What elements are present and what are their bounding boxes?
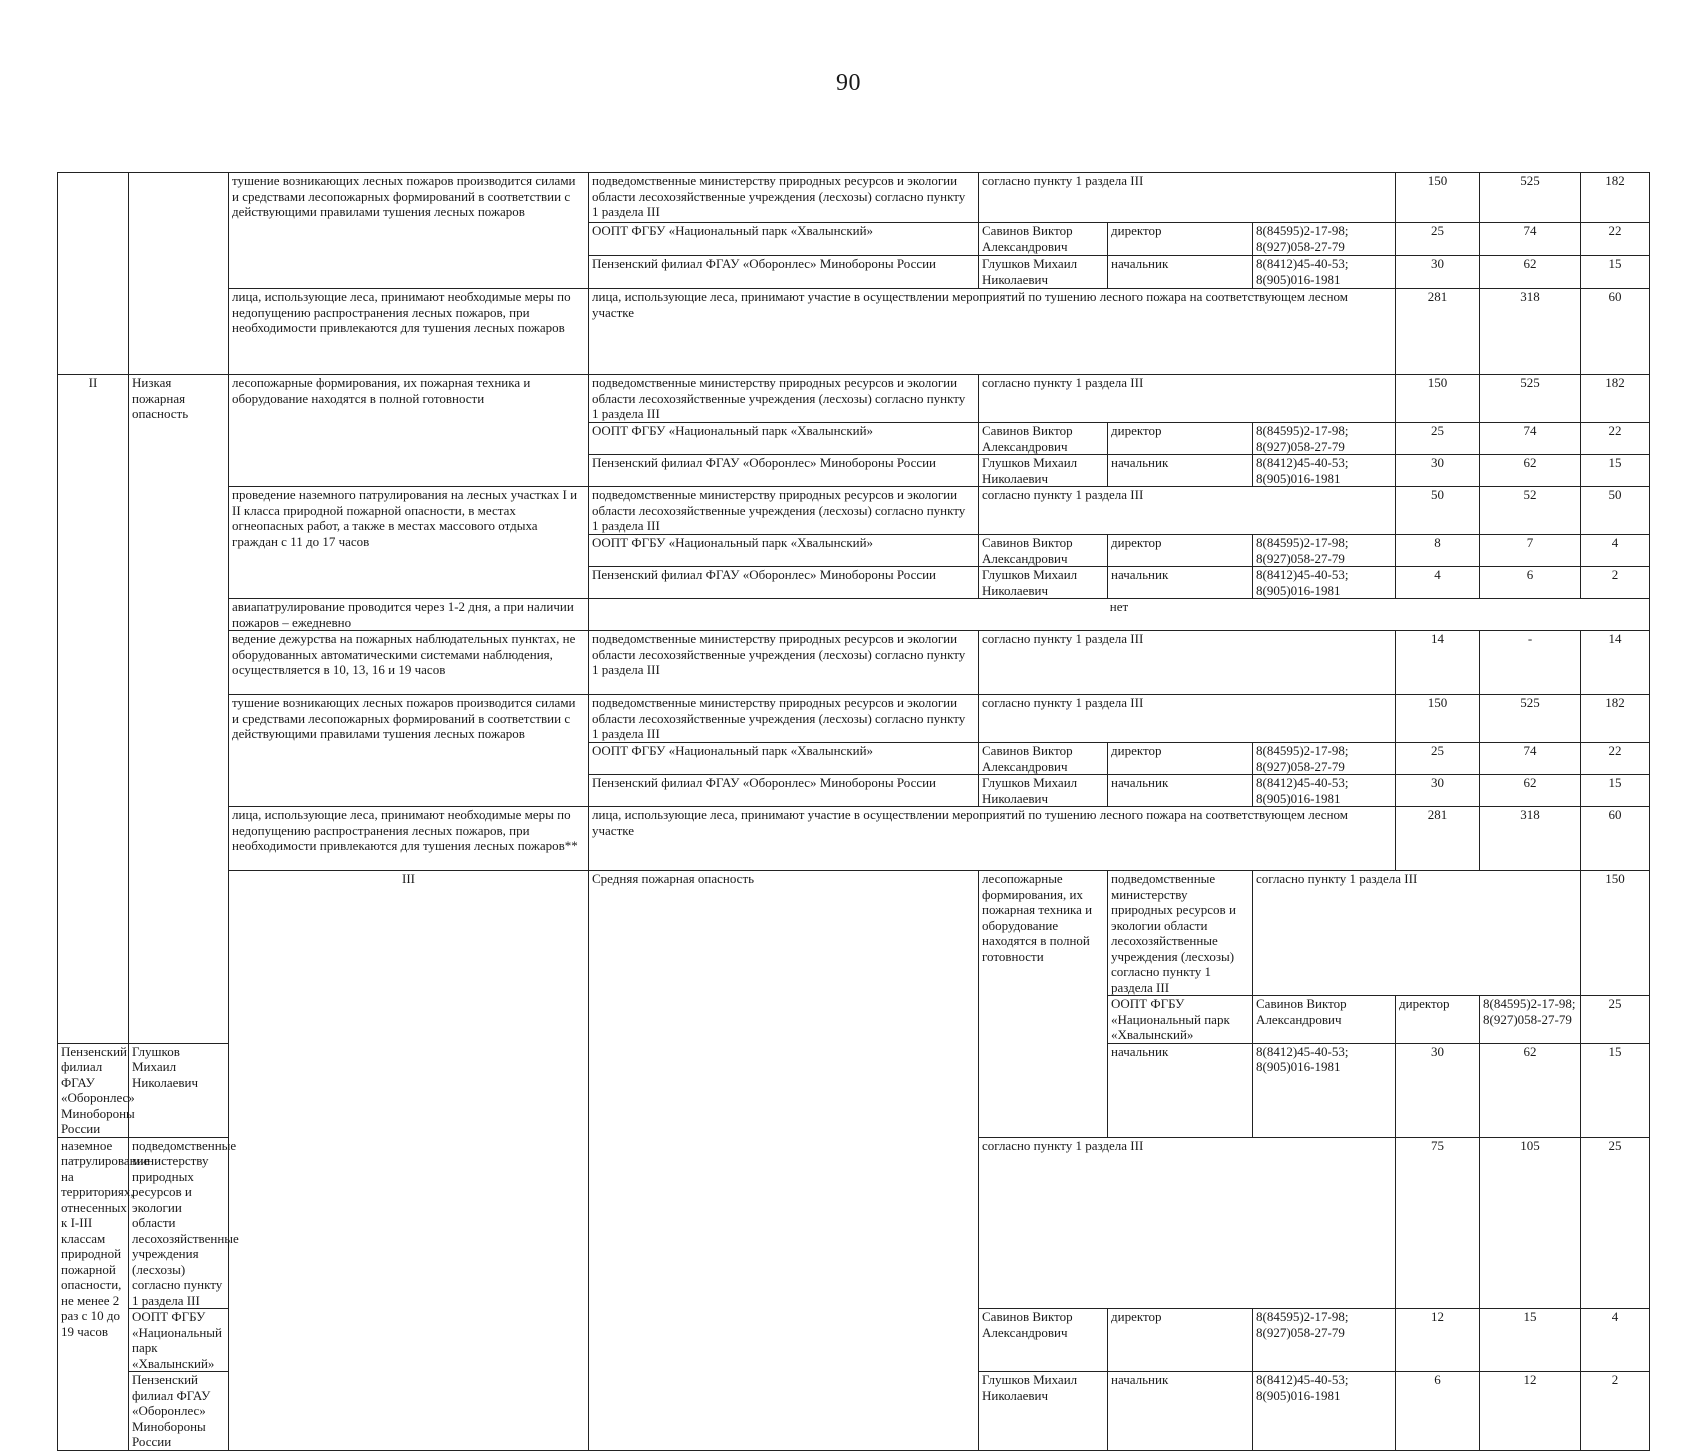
count-cell: 30 — [1396, 455, 1480, 487]
org-cell: Пензенский филиал ФГАУ «Оборонлес» Минобороны России — [589, 775, 979, 807]
count-cell: 62 — [1480, 455, 1581, 487]
count-cell: 182 — [1581, 375, 1650, 423]
count-cell: 14 — [1396, 631, 1480, 695]
contact-same-cell: согласно пункту 1 раздела III — [979, 631, 1396, 695]
count-cell: 62 — [1480, 256, 1581, 289]
position-cell: директор — [1108, 423, 1253, 455]
count-cell: 25 — [1581, 996, 1650, 1044]
phone-cell: 8(84595)2-17-98; 8(927)058-27-79 — [1253, 1309, 1396, 1372]
count-cell: 30 — [1396, 775, 1480, 807]
measure-cell: наземное патрулирование на территориях, отнесенных к I-III классам природной пожарной опасности, не менее 2 раз с 10 до 19 часов — [58, 1137, 129, 1450]
position-cell: директор — [1396, 996, 1480, 1044]
org-cell: ООПТ ФГБУ «Национальный парк «Хвалынский» — [589, 743, 979, 775]
org-cell: Пензенский филиал ФГАУ «Оборонлес» Минобороны России — [589, 455, 979, 487]
contact-same-cell: согласно пункту 1 раздела III — [979, 487, 1396, 535]
level-name-cell — [129, 173, 229, 375]
person-cell: Глушков Михаил Николаевич — [129, 1043, 229, 1137]
table-row — [58, 631, 1650, 695]
org-cell: ООПТ ФГБУ «Национальный парк «Хвалынский» — [589, 223, 979, 256]
count-cell: 74 — [1480, 423, 1581, 455]
count-cell: 150 — [1396, 375, 1480, 423]
count-cell: 4 — [1396, 567, 1480, 599]
count-cell: 281 — [1396, 289, 1480, 375]
person-cell: Глушков Михаил Николаевич — [979, 1372, 1108, 1451]
phone-cell: 8(8412)45-40-53; 8(905)016-1981 — [1253, 567, 1396, 599]
count-cell: - — [1480, 631, 1581, 695]
phone-cell: 8(8412)45-40-53; 8(905)016-1981 — [1253, 1043, 1396, 1137]
count-cell: 74 — [1480, 743, 1581, 775]
org-cell: Пензенский филиал ФГАУ «Оборонлес» Минобороны России — [129, 1372, 229, 1451]
count-cell: 12 — [1396, 1309, 1480, 1372]
count-cell: 7 — [1480, 535, 1581, 567]
count-cell: 150 — [1581, 871, 1650, 996]
org-cell: подведомственные министерству природных ресурсов и экологии области лесохозяйственные учреждения (лесхозы) согласно пункту 1 раздела III — [129, 1137, 229, 1309]
count-cell: 2 — [1581, 1372, 1650, 1451]
person-cell: Глушков Михаил Николаевич — [979, 455, 1108, 487]
person-cell: Савинов Виктор Александрович — [1253, 996, 1396, 1044]
page-number: 90 — [836, 70, 861, 96]
count-cell: 525 — [1480, 375, 1581, 423]
org-cell: ООПТ ФГБУ «Национальный парк «Хвалынский» — [129, 1309, 229, 1372]
contact-same-cell: согласно пункту 1 раздела III — [979, 173, 1396, 223]
count-cell: 62 — [1480, 775, 1581, 807]
measure-cell: лесопожарные формирования, их пожарная техника и оборудование находятся в полной готовности — [229, 375, 589, 487]
phone-cell: 8(84595)2-17-98; 8(927)058-27-79 — [1253, 535, 1396, 567]
phone-cell: 8(8412)45-40-53; 8(905)016-1981 — [1253, 256, 1396, 289]
count-cell: 25 — [1396, 743, 1480, 775]
count-cell: 14 — [1581, 631, 1650, 695]
count-cell: 22 — [1581, 223, 1650, 256]
count-cell: 60 — [1581, 289, 1650, 375]
contact-same-cell: согласно пункту 1 раздела III — [979, 375, 1396, 423]
contact-same-cell: согласно пункту 1 раздела III — [979, 1137, 1396, 1309]
count-cell: 60 — [1581, 807, 1650, 871]
count-cell: 30 — [1396, 256, 1480, 289]
org-cell: подведомственные министерству природных ресурсов и экологии области лесохозяйственные учреждения (лесхозы) согласно пункту 1 раздела III — [589, 375, 979, 423]
count-cell: 15 — [1581, 1043, 1650, 1137]
count-cell: 182 — [1581, 173, 1650, 223]
count-cell: 8 — [1396, 535, 1480, 567]
users-cell: лица, использующие леса, принимают участие в осуществлении мероприятий по тушению лесного пожара на соответствующем лесном участке — [589, 807, 1396, 871]
count-cell: 318 — [1480, 289, 1581, 375]
phone-cell: 8(84595)2-17-98; 8(927)058-27-79 — [1480, 996, 1581, 1044]
count-cell: 74 — [1480, 223, 1581, 256]
table-row — [58, 173, 1650, 223]
position-cell: начальник — [1108, 1043, 1253, 1137]
measure-cell: проведение наземного патрулирования на лесных участках I и II класса природной пожарной опасности, в местах огнеопасных работ, а также в местах массового отдыха граждан с 11 до 17 часов — [229, 487, 589, 599]
position-cell: директор — [1108, 535, 1253, 567]
count-cell: 25 — [1396, 223, 1480, 256]
count-cell: 4 — [1581, 1309, 1650, 1372]
count-cell: 6 — [1480, 567, 1581, 599]
position-cell: директор — [1108, 223, 1253, 256]
count-cell: 22 — [1581, 743, 1650, 775]
count-cell: 30 — [1396, 1043, 1480, 1137]
level-number-cell — [58, 173, 129, 375]
position-cell: директор — [1108, 1309, 1253, 1372]
count-cell: 22 — [1581, 423, 1650, 455]
count-cell: 4 — [1581, 535, 1650, 567]
table-row — [58, 599, 1650, 631]
table-row — [58, 487, 1650, 535]
count-cell: 52 — [1480, 487, 1581, 535]
org-cell: подведомственные министерству природных ресурсов и экологии области лесохозяйственные учреждения (лесхозы) согласно пункту 1 раздела III — [589, 173, 979, 223]
org-cell: Пензенский филиал ФГАУ «Оборонлес» Минобороны России — [58, 1043, 129, 1137]
level-name-cell: Средняя пожарная опасность — [589, 871, 979, 1451]
person-cell: Савинов Виктор Александрович — [979, 743, 1108, 775]
person-cell: Глушков Михаил Николаевич — [979, 256, 1108, 289]
position-cell: начальник — [1108, 775, 1253, 807]
table-row — [58, 375, 1650, 423]
phone-cell: 8(8412)45-40-53; 8(905)016-1981 — [1253, 1372, 1396, 1451]
org-cell: ООПТ ФГБУ «Национальный парк «Хвалынский» — [589, 423, 979, 455]
table-row — [58, 807, 1650, 871]
fire-plan-table — [57, 172, 1650, 1451]
measure-cell: тушение возникающих лесных пожаров производится силами и средствами лесопожарных формирований в соответствии с действующими правилами тушения лесных пожаров — [229, 173, 589, 289]
level-number-cell: III — [229, 871, 589, 1451]
measure-cell: лесопожарные формирования, их пожарная техника и оборудование находятся в полной готовности — [979, 871, 1108, 1138]
phone-cell: 8(84595)2-17-98; 8(927)058-27-79 — [1253, 423, 1396, 455]
count-cell: 15 — [1581, 455, 1650, 487]
table-row — [58, 695, 1650, 743]
count-cell: 12 — [1480, 1372, 1581, 1451]
position-cell: начальник — [1108, 256, 1253, 289]
contact-same-cell: согласно пункту 1 раздела III — [1253, 871, 1581, 996]
org-cell: подведомственные министерству природных ресурсов и экологии области лесохозяйственные учреждения (лесхозы) согласно пункту 1 раздела III — [589, 487, 979, 535]
table-row — [58, 871, 1650, 996]
org-cell: Пензенский филиал ФГАУ «Оборонлес» Минобороны России — [589, 567, 979, 599]
count-cell: 15 — [1581, 775, 1650, 807]
measure-cell: тушение возникающих лесных пожаров производится силами и средствами лесопожарных формирований в соответствии с действующими правилами тушения лесных пожаров — [229, 695, 589, 807]
org-cell: ООПТ ФГБУ «Национальный парк «Хвалынский» — [1108, 996, 1253, 1044]
level-name-cell: Низкая пожарная опасность — [129, 375, 229, 1044]
org-cell: подведомственные министерству природных ресурсов и экологии области лесохозяйственные учреждения (лесхозы) согласно пункту 1 раздела III — [589, 631, 979, 695]
count-cell: 182 — [1581, 695, 1650, 743]
level-number-cell: II — [58, 375, 129, 1044]
person-cell: Глушков Михаил Николаевич — [979, 567, 1108, 599]
phone-cell: 8(84595)2-17-98; 8(927)058-27-79 — [1253, 743, 1396, 775]
users-cell: лица, использующие леса, принимают участие в осуществлении мероприятий по тушению лесного пожара на соответствующем лесном участке — [589, 289, 1396, 375]
count-cell: 525 — [1480, 173, 1581, 223]
position-cell: начальник — [1108, 455, 1253, 487]
count-cell: 25 — [1581, 1137, 1650, 1309]
count-cell: 150 — [1396, 173, 1480, 223]
org-cell: подведомственные министерству природных ресурсов и экологии области лесохозяйственные учреждения (лесхозы) согласно пункту 1 раздела III — [1108, 871, 1253, 996]
count-cell: 525 — [1480, 695, 1581, 743]
phone-cell: 8(8412)45-40-53; 8(905)016-1981 — [1253, 455, 1396, 487]
count-cell: 6 — [1396, 1372, 1480, 1451]
position-cell: начальник — [1108, 1372, 1253, 1451]
count-cell: 15 — [1480, 1309, 1581, 1372]
count-cell: 15 — [1581, 256, 1650, 289]
measure-cell: лица, использующие леса, принимают необходимые меры по недопущению распространения лесных пожаров, при необходимости привлекаются для тушения лесных пожаров** — [229, 807, 589, 871]
measure-cell: авиапатрулирование проводится через 1-2 дня, а при наличии пожаров – ежедневно — [229, 599, 589, 631]
count-cell: 281 — [1396, 807, 1480, 871]
phone-cell: 8(8412)45-40-53; 8(905)016-1981 — [1253, 775, 1396, 807]
measure-cell: лица, использующие леса, принимают необходимые меры по недопущению распространения лесных пожаров, при необходимости привлекаются для тушения лесных пожаров — [229, 289, 589, 375]
count-cell: 62 — [1480, 1043, 1581, 1137]
person-cell: Савинов Виктор Александрович — [979, 535, 1108, 567]
person-cell: Савинов Виктор Александрович — [979, 423, 1108, 455]
count-cell: 150 — [1396, 695, 1480, 743]
contact-same-cell: согласно пункту 1 раздела III — [979, 695, 1396, 743]
person-cell: Савинов Виктор Александрович — [979, 1309, 1108, 1372]
count-cell: 25 — [1396, 423, 1480, 455]
count-cell: 2 — [1581, 567, 1650, 599]
org-cell: Пензенский филиал ФГАУ «Оборонлес» Минобороны России — [589, 256, 979, 289]
org-cell: подведомственные министерству природных ресурсов и экологии области лесохозяйственные учреждения (лесхозы) согласно пункту 1 раздела III — [589, 695, 979, 743]
org-cell: ООПТ ФГБУ «Национальный парк «Хвалынский» — [589, 535, 979, 567]
count-cell: 50 — [1396, 487, 1480, 535]
count-cell: 318 — [1480, 807, 1581, 871]
position-cell: директор — [1108, 743, 1253, 775]
table-row — [58, 289, 1650, 375]
measure-cell: ведение дежурства на пожарных наблюдательных пунктах, не оборудованных автоматическими системами наблюдения, осуществляется в 10, 13, 16 и 19 часов — [229, 631, 589, 695]
person-cell: Савинов Виктор Александрович — [979, 223, 1108, 256]
count-cell: 105 — [1480, 1137, 1581, 1309]
none-cell: нет — [589, 599, 1650, 631]
position-cell: начальник — [1108, 567, 1253, 599]
count-cell: 75 — [1396, 1137, 1480, 1309]
count-cell: 50 — [1581, 487, 1650, 535]
phone-cell: 8(84595)2-17-98; 8(927)058-27-79 — [1253, 223, 1396, 256]
person-cell: Глушков Михаил Николаевич — [979, 775, 1108, 807]
